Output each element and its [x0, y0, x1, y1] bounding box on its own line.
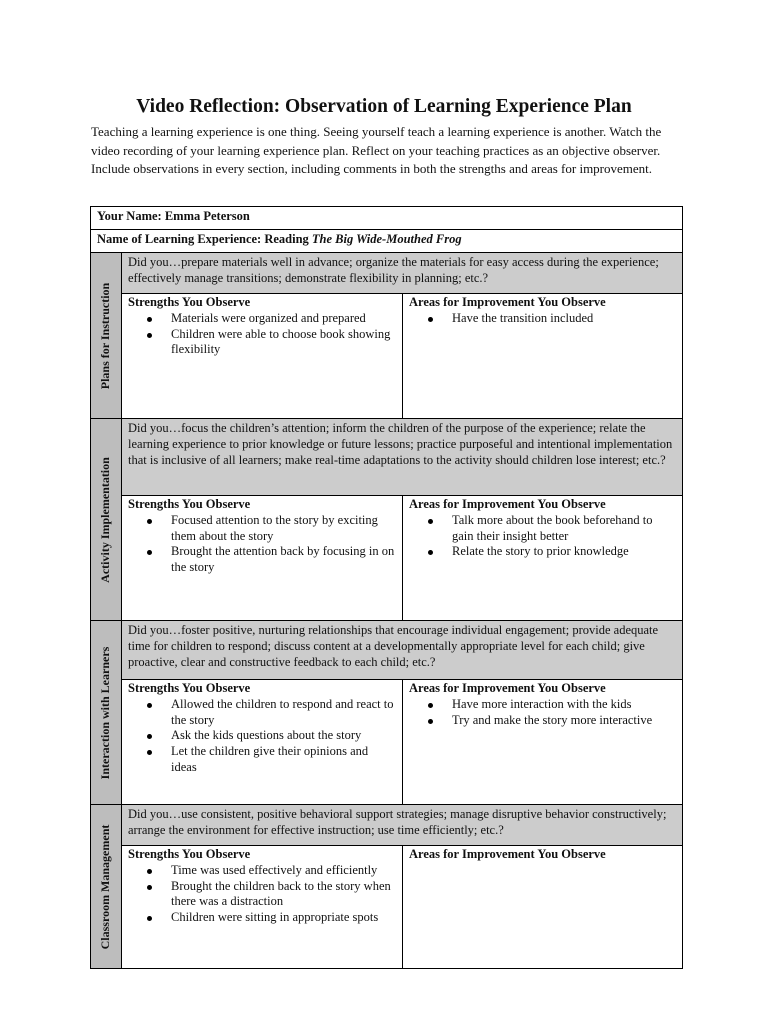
- strengths-heading: Strengths You Observe: [128, 497, 251, 511]
- section-side-cell: [91, 253, 122, 419]
- list-item: Children were able to choose book showing flexibility: [171, 327, 396, 359]
- section-prompt-row: [91, 621, 683, 680]
- section-prompt-row: [91, 805, 683, 846]
- section-label-activity-implementation: Activity Implementation: [98, 456, 113, 583]
- strengths-heading: Strengths You Observe: [128, 681, 251, 695]
- improvements-cell: [403, 680, 683, 805]
- list-item: Time was used effectively and efficiently: [171, 863, 396, 879]
- experience-prefix: Reading: [264, 232, 309, 246]
- list-item: Children were sitting in appropriate spots: [171, 910, 396, 926]
- strengths-cell: [122, 846, 403, 969]
- list-item: Relate the story to prior knowledge: [452, 544, 676, 560]
- improvements-list: [409, 513, 676, 560]
- section-prompt-row: [91, 253, 683, 294]
- list-item: Ask the kids questions about the story: [171, 728, 396, 744]
- improvements-list: [409, 697, 676, 729]
- experience-title: The Big Wide-Mouthed Frog: [311, 232, 462, 246]
- list-item: Try and make the story more interactive: [452, 713, 676, 729]
- page-title: Video Reflection: Observation of Learning Experience Plan: [136, 96, 632, 117]
- improvements-list: [409, 311, 676, 327]
- experience-row: [91, 230, 683, 253]
- intro-paragraph: Teaching a learning experience is one thing. Seeing yourself teach a learning experience is another. Watch the video recording of your learning experience plan. Reflect on your teaching practices as an objective observer. Include observations in every section, including comments in both the strengths and areas for improvement.: [91, 124, 662, 177]
- strengths-list: [128, 863, 396, 926]
- section-content-row: [91, 680, 683, 805]
- list-item: Brought the attention back by focusing in on the story: [171, 544, 395, 575]
- section-side-cell: [91, 805, 122, 969]
- list-item: Let the children give their opinions and ideas: [171, 744, 396, 776]
- strengths-cell: [122, 680, 403, 805]
- improvements-heading: Areas for Improvement You Observe: [409, 497, 606, 511]
- section-side-cell: [91, 419, 122, 621]
- list-item: Allowed the children to respond and react to the story: [171, 697, 396, 729]
- improvements-cell: [403, 846, 683, 969]
- section-prompt: Did you…foster positive, nurturing relationships that encourage individual engagement; provide adequate time for children to respond; discuss content at a developmentally appropriate level for each child; give proactive, clear and constructive feedback to each child; etc.?: [122, 621, 683, 680]
- strengths-cell: [122, 496, 403, 621]
- list-item: Brought the children back to the story when there was a distraction: [171, 879, 396, 911]
- strengths-cell: [122, 294, 403, 419]
- improvements-cell: [403, 496, 683, 621]
- section-label-classroom-management: Classroom Management: [98, 824, 113, 949]
- section-label-plans-for-instruction: Plans for Instruction: [98, 282, 113, 389]
- improvements-heading: Areas for Improvement You Observe: [409, 295, 606, 309]
- list-item: Have the transition included: [452, 311, 676, 327]
- sections-body: [91, 253, 683, 969]
- section-content-row: [91, 294, 683, 419]
- strengths-list: [128, 513, 396, 576]
- strengths-heading: Strengths You Observe: [128, 295, 251, 309]
- improvements-heading: Areas for Improvement You Observe: [409, 847, 606, 861]
- strengths-list: [128, 311, 396, 358]
- list-item: Focused attention to the story by exciting them about the story: [171, 513, 396, 545]
- name-value: Emma Peterson: [164, 209, 250, 223]
- name-label: Your Name:: [97, 209, 162, 223]
- strengths-list: [128, 697, 396, 776]
- name-row: [91, 207, 683, 230]
- section-prompt-row: [91, 419, 683, 496]
- section-content-row: [91, 496, 683, 621]
- experience-label: Name of Learning Experience:: [97, 232, 262, 246]
- section-prompt: Did you…prepare materials well in advance; organize the materials for easy access during the experience; effectively manage transitions; demonstrate flexibility in planning; etc.?: [122, 253, 683, 294]
- reflection-table: [90, 206, 683, 969]
- improvements-heading: Areas for Improvement You Observe: [409, 681, 606, 695]
- section-prompt: Did you…focus the children’s attention; inform the children of the purpose of the experience; relate the learning experience to prior knowledge or future lessons; practice purposeful and intentional implementation that is inclusive of all learners; make real-time adaptations to the activity should children lose interest; etc.?: [122, 419, 683, 496]
- list-item: Have more interaction with the kids: [452, 697, 676, 713]
- section-prompt: Did you…use consistent, positive behavioral support strategies; manage disruptive behavior constructively; arrange the environment for effective instruction; use time efficiently; etc.?: [122, 805, 683, 846]
- list-item: Materials were organized and prepared: [171, 311, 396, 327]
- section-content-row: [91, 846, 683, 969]
- strengths-heading: Strengths You Observe: [128, 847, 251, 861]
- section-label-interaction-with-learners: Interaction with Learners: [98, 646, 113, 779]
- list-item: Talk more about the book beforehand to gain their insight better: [452, 513, 676, 545]
- improvements-cell: [403, 294, 683, 419]
- section-side-cell: [91, 621, 122, 805]
